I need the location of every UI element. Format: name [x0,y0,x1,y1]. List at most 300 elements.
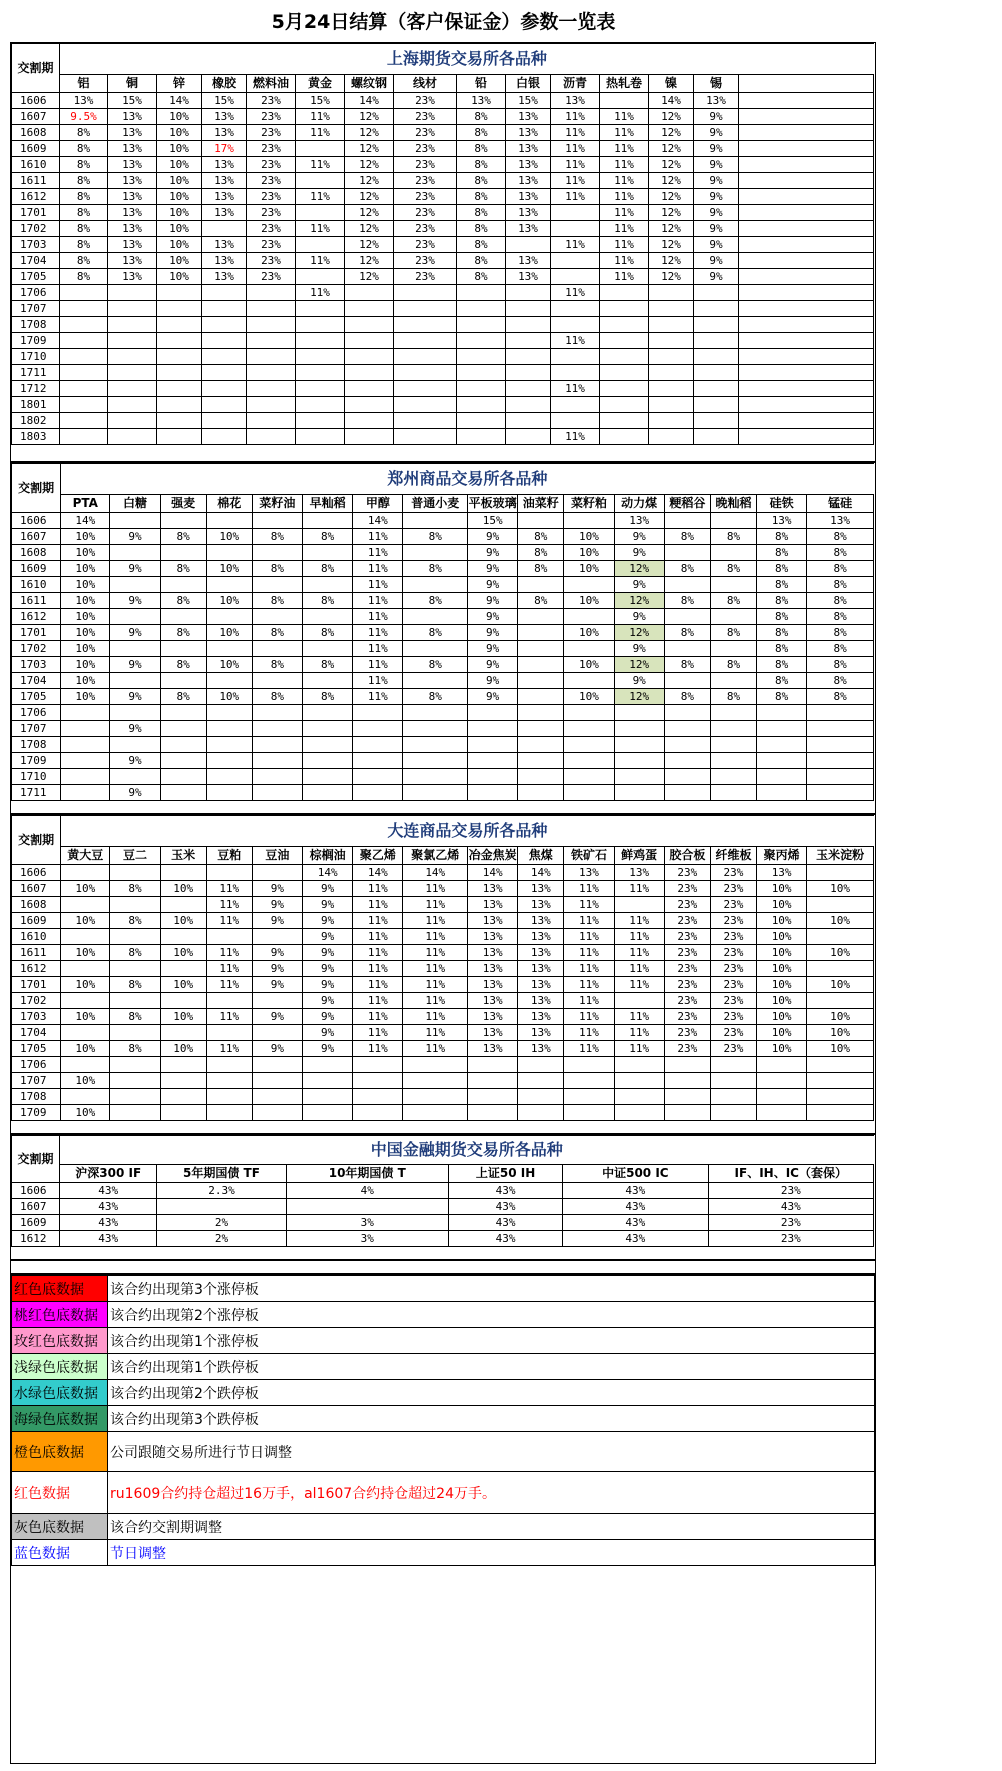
margin-cell: 9% [694,141,739,157]
margin-cell [160,897,206,913]
margin-cell [649,285,694,301]
margin-cell: 11% [551,157,600,173]
blank-cell [739,173,874,189]
margin-cell: 10% [61,577,110,593]
table-row [12,577,874,593]
margin-cell [694,365,739,381]
margin-cell: 23% [664,929,710,945]
margin-cell: 8% [403,593,468,609]
margin-cell: 9% [110,593,160,609]
margin-cell [518,785,564,801]
margin-cell [564,577,614,593]
margin-cell [394,301,457,317]
margin-cell [807,897,874,913]
margin-cell: 9% [614,673,664,689]
margin-cell: 8% [457,221,506,237]
margin-cell: 14% [518,865,564,881]
margin-cell: 11% [614,977,664,993]
page-title: 5月24日结算（客户保证金）参数一览表 [271,11,616,33]
margin-cell: 9% [694,237,739,253]
margin-cell: 11% [403,1025,468,1041]
margin-cell [247,285,296,301]
margin-cell [403,737,468,753]
margin-cell: 9% [614,529,664,545]
table-row [12,865,874,881]
margin-cell: 8% [252,657,302,673]
table-row [12,413,874,429]
margin-cell: 11% [564,993,614,1009]
margin-cell [403,769,468,785]
margin-cell [60,285,108,301]
margin-cell: 12% [649,125,694,141]
period-cell: 1709 [12,1105,61,1121]
margin-cell [206,1025,252,1041]
margin-cell: 13% [108,205,157,221]
margin-cell [202,381,247,397]
margin-cell: 10% [61,1073,110,1089]
margin-cell [403,705,468,721]
margin-cell: 23% [664,961,710,977]
margin-cell [61,865,110,881]
margin-cell: 9% [614,609,664,625]
column-header: 动力煤 [614,495,664,513]
legend-description: 该合约出现第1个涨停板 [108,1328,875,1354]
margin-cell: 8% [664,625,710,641]
margin-cell: 11% [353,881,403,897]
margin-cell: 13% [506,157,551,173]
margin-cell [160,641,206,657]
table-row [12,173,874,189]
margin-cell: 9% [468,561,518,577]
margin-cell: 23% [664,993,710,1009]
table-row [12,993,874,1009]
margin-cell [506,413,551,429]
table-row [12,913,874,929]
margin-cell [457,333,506,349]
margin-cell [600,93,649,109]
margin-cell [757,737,807,753]
margin-cell [110,577,160,593]
margin-cell [710,1073,756,1089]
margin-cell: 14% [157,93,202,109]
margin-cell [807,785,874,801]
margin-cell: 9% [614,577,664,593]
margin-cell: 8% [807,529,874,545]
margin-cell [564,513,614,529]
table-row [12,705,874,721]
margin-cell [252,737,302,753]
margin-cell: 23% [247,189,296,205]
margin-cell: 23% [710,913,756,929]
margin-cell [61,1089,110,1105]
margin-cell [807,753,874,769]
margin-cell [303,753,353,769]
margin-cell: 13% [468,993,518,1009]
margin-cell: 9% [110,785,160,801]
margin-cell [506,317,551,333]
margin-cell [252,769,302,785]
blank-cell [739,269,874,285]
margin-cell: 11% [353,625,403,641]
column-header: 菜籽粕 [564,495,614,513]
margin-cell: 23% [710,1041,756,1057]
margin-cell: 9% [468,689,518,705]
margin-cell: 8% [252,593,302,609]
margin-cell: 12% [649,205,694,221]
margin-cell: 11% [614,1025,664,1041]
margin-cell [206,785,252,801]
margin-cell: 23% [394,173,457,189]
margin-cell [296,429,345,445]
margin-cell [160,1105,206,1121]
legend-description: 节日调整 [108,1540,875,1566]
margin-cell [303,737,353,753]
margin-cell [252,513,302,529]
margin-cell: 23% [394,109,457,125]
margin-cell [518,513,564,529]
margin-cell: 43% [563,1199,708,1215]
margin-cell: 11% [614,929,664,945]
table-row [12,737,874,753]
margin-cell: 13% [518,897,564,913]
margin-cell [518,721,564,737]
margin-cell [108,301,157,317]
margin-cell [247,397,296,413]
period-cell: 1706 [12,705,61,721]
margin-cell: 13% [564,865,614,881]
margin-cell [506,381,551,397]
margin-cell [468,1105,518,1121]
margin-cell: 10% [61,1009,110,1025]
margin-cell [160,513,206,529]
margin-cell: 23% [247,221,296,237]
margin-cell: 10% [157,189,202,205]
margin-cell: 8% [807,689,874,705]
margin-cell: 43% [448,1183,562,1199]
margin-cell: 8% [457,157,506,173]
margin-cell: 10% [160,1041,206,1057]
margin-cell [518,689,564,705]
margin-cell: 9% [694,269,739,285]
period-cell: 1705 [12,269,60,285]
margin-cell [649,365,694,381]
margin-cell [61,1025,110,1041]
margin-cell: 9% [614,641,664,657]
column-header: 铅 [457,75,506,93]
margin-cell [614,1073,664,1089]
column-header: 普通小麦 [403,495,468,513]
margin-cell [518,1105,564,1121]
margin-cell: 12% [649,221,694,237]
column-header: 聚氯乙烯 [403,847,468,865]
margin-cell [296,317,345,333]
margin-cell [160,705,206,721]
margin-cell: 10% [61,1105,110,1121]
margin-cell [614,1057,664,1073]
margin-cell [614,737,664,753]
margin-cell [206,769,252,785]
margin-cell: 9% [468,545,518,561]
margin-cell: 13% [506,189,551,205]
margin-cell [468,737,518,753]
table-row [12,689,874,705]
margin-cell [110,673,160,689]
margin-cell [807,1089,874,1105]
table-row [12,721,874,737]
table-row [12,753,874,769]
margin-cell [564,1057,614,1073]
margin-cell: 10% [807,977,874,993]
margin-cell: 8% [60,221,108,237]
margin-cell: 11% [353,1041,403,1057]
margin-cell [664,1073,710,1089]
table-row [12,285,874,301]
margin-cell: 9% [303,897,353,913]
period-cell: 1709 [12,753,61,769]
margin-cell: 11% [296,189,345,205]
margin-cell: 2% [157,1215,286,1231]
margin-cell [564,673,614,689]
margin-cell [296,349,345,365]
margin-cell [252,929,302,945]
column-header: 硅铁 [757,495,807,513]
margin-cell: 43% [448,1199,562,1215]
margin-cell [296,301,345,317]
period-cell: 1802 [12,413,60,429]
blank-cell [739,93,874,109]
period-cell: 1609 [12,561,61,577]
margin-cell [403,721,468,737]
margin-cell [353,1073,403,1089]
margin-cell: 14% [345,93,394,109]
blank-cell [739,317,874,333]
margin-cell [694,317,739,333]
margin-cell [518,705,564,721]
margin-cell: 11% [296,157,345,173]
margin-cell [157,317,202,333]
margin-cell: 9% [252,977,302,993]
margin-cell [108,285,157,301]
margin-cell: 9% [252,945,302,961]
table-row [12,593,874,609]
margin-cell: 9% [468,625,518,641]
margin-cell [710,721,756,737]
margin-cell: 11% [206,881,252,897]
margin-cell: 13% [108,173,157,189]
margin-cell [345,333,394,349]
margin-cell: 11% [600,221,649,237]
czce-table [11,463,874,801]
margin-cell: 13% [506,221,551,237]
margin-cell [506,429,551,445]
margin-cell [160,577,206,593]
margin-cell [60,413,108,429]
margin-cell: 10% [61,641,110,657]
margin-cell: 8% [710,689,756,705]
legend-swatch-label: 灰色底数据 [12,1514,108,1540]
blank-cell [739,221,874,237]
legend-description: 该合约交割期调整 [108,1514,875,1540]
margin-cell: 11% [564,977,614,993]
margin-cell: 8% [807,545,874,561]
blank-cell [739,381,874,397]
margin-cell [252,721,302,737]
margin-cell: 13% [468,1009,518,1025]
margin-cell: 13% [506,253,551,269]
margin-cell: 13% [518,913,564,929]
margin-cell: 11% [614,945,664,961]
margin-cell [649,317,694,333]
period-cell: 1606 [12,513,61,529]
blank-cell [739,397,874,413]
margin-cell [206,673,252,689]
margin-cell: 13% [108,157,157,173]
margin-cell [110,545,160,561]
margin-cell: 8% [757,641,807,657]
margin-cell: 9% [303,1041,353,1057]
margin-cell: 10% [807,1009,874,1025]
margin-cell: 10% [61,529,110,545]
margin-cell: 8% [457,205,506,221]
margin-cell [202,349,247,365]
margin-cell: 23% [247,125,296,141]
margin-cell: 10% [61,913,110,929]
margin-cell: 8% [757,657,807,673]
period-cell: 1709 [12,333,60,349]
margin-cell: 8% [807,561,874,577]
margin-cell [757,1105,807,1121]
margin-cell: 11% [353,977,403,993]
margin-cell [108,381,157,397]
margin-cell: 13% [202,269,247,285]
period-cell: 1703 [12,237,60,253]
period-cell: 1702 [12,221,60,237]
margin-cell [110,1089,160,1105]
margin-cell [252,865,302,881]
period-cell: 1708 [12,317,60,333]
margin-cell: 8% [60,205,108,221]
margin-cell: 9% [252,1041,302,1057]
margin-cell [457,285,506,301]
margin-cell [710,513,756,529]
margin-cell: 8% [110,1041,160,1057]
column-header: IF、IH、IC（套保） [708,1165,873,1183]
margin-cell [353,737,403,753]
margin-cell: 13% [108,189,157,205]
margin-cell: 12% [614,593,664,609]
table-row [12,561,874,577]
margin-cell: 13% [468,929,518,945]
blank-cell [739,349,874,365]
margin-cell: 13% [202,205,247,221]
margin-cell: 8% [664,657,710,673]
table-row [12,977,874,993]
margin-cell: 23% [708,1231,873,1247]
period-cell: 1711 [12,365,60,381]
margin-cell: 43% [563,1215,708,1231]
legend-swatch-label: 桃红色底数据 [12,1302,108,1328]
margin-cell [506,365,551,381]
table-row [12,381,874,397]
period-cell: 1610 [12,577,61,593]
margin-cell [649,397,694,413]
margin-cell [160,785,206,801]
margin-cell: 8% [757,625,807,641]
margin-cell: 8% [60,173,108,189]
column-header: 中证500 IC [563,1165,708,1183]
margin-cell [403,753,468,769]
margin-cell [206,641,252,657]
margin-cell: 13% [506,109,551,125]
margin-cell: 11% [551,125,600,141]
table-row [12,897,874,913]
column-header: 豆油 [252,847,302,865]
margin-cell [108,429,157,445]
margin-cell: 9% [694,221,739,237]
margin-cell [206,577,252,593]
margin-cell: 9% [110,561,160,577]
margin-cell: 12% [649,269,694,285]
margin-cell: 8% [60,269,108,285]
margin-cell: 10% [157,205,202,221]
margin-cell [252,993,302,1009]
margin-cell: 8% [252,625,302,641]
margin-cell: 9% [303,993,353,1009]
margin-cell [160,1057,206,1073]
margin-cell [757,1073,807,1089]
margin-cell [206,753,252,769]
margin-cell [108,333,157,349]
margin-cell: 9% [468,593,518,609]
margin-cell [110,865,160,881]
margin-cell: 8% [60,253,108,269]
margin-cell: 43% [60,1215,157,1231]
margin-cell: 8% [710,593,756,609]
margin-cell [757,753,807,769]
margin-cell [296,205,345,221]
margin-cell: 13% [202,173,247,189]
margin-cell [296,269,345,285]
column-header: 橡胶 [202,75,247,93]
legend-swatch-label: 浅绿色底数据 [12,1354,108,1380]
margin-cell [600,365,649,381]
margin-cell [403,577,468,593]
table-row [12,157,874,173]
column-header: 纤维板 [710,847,756,865]
column-header: 白糖 [110,495,160,513]
margin-cell: 23% [710,961,756,977]
margin-cell: 23% [247,109,296,125]
table-row [12,657,874,673]
margin-cell [252,753,302,769]
margin-cell [206,1089,252,1105]
margin-cell [664,785,710,801]
column-header: 铝 [60,75,108,93]
margin-cell [807,961,874,977]
margin-cell: 8% [110,881,160,897]
margin-cell: 9% [694,109,739,125]
margin-cell [206,929,252,945]
cffex-title: 中国金融期货交易所各品种 [60,1136,874,1165]
margin-cell: 11% [353,929,403,945]
margin-cell [664,721,710,737]
period-cell: 1609 [12,1215,60,1231]
section-gap [11,1261,875,1275]
table-row [12,641,874,657]
margin-cell [303,1057,353,1073]
margin-cell [710,1105,756,1121]
period-cell: 1706 [12,1057,61,1073]
